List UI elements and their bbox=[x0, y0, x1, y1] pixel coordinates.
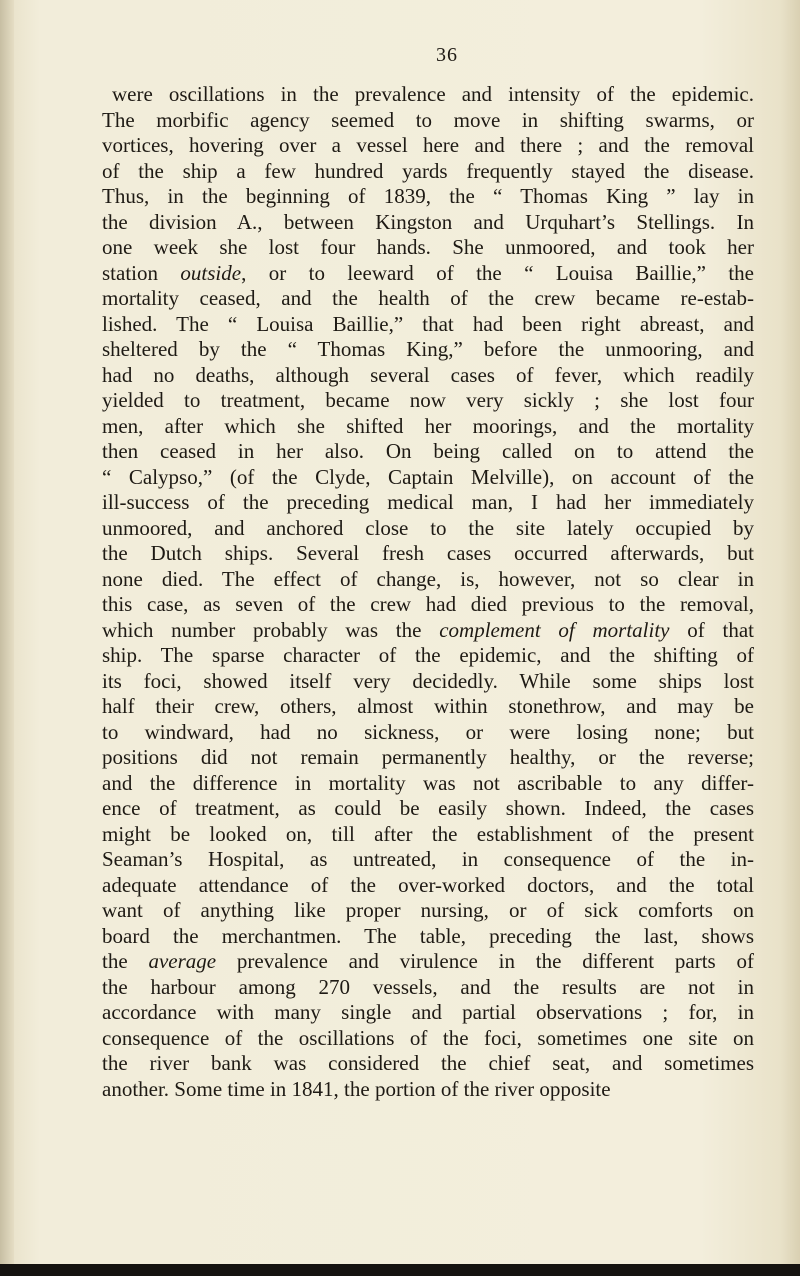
page-binding-edge bbox=[0, 0, 14, 1276]
page-number: 36 bbox=[436, 44, 458, 66]
text-line: “ Calypso,” (of the Clyde, Captain Melville), on account of the bbox=[102, 464, 754, 489]
text-line: Thus, in the beginning of 1839, the “ Thomas King ” lay in bbox=[102, 184, 754, 208]
text-line: and the difference in mortality was not ascribable to any differ- bbox=[102, 770, 754, 795]
text-line: sheltered by the “ Thomas King,” before the unmooring, and bbox=[102, 337, 754, 361]
text-line: board the merchantmen. The table, preceding the last, shows bbox=[102, 923, 754, 948]
text-line: of the ship a few hundred yards frequently stayed the disease. bbox=[102, 158, 754, 183]
text-line: vortices, hovering over a vessel here and there ; and the removal bbox=[102, 133, 754, 157]
text-line: ill-success of the preceding medical man, I had her immediately bbox=[102, 490, 754, 514]
text-line: had no deaths, although several cases of fever, which readily bbox=[102, 362, 754, 387]
text-line: station outside, or to leeward of the “ Louisa Baillie,” the bbox=[102, 260, 755, 285]
text-line: positions did not remain permanently healthy, or the reverse; bbox=[102, 745, 754, 769]
text-line: none died. The effect of change, is, however, not so clear in bbox=[102, 566, 754, 591]
text-line: then ceased in her also. On being called on to attend the bbox=[102, 439, 754, 463]
text-line: The morbific agency seemed to move in shifting swarms, or bbox=[102, 107, 754, 132]
body-text bbox=[102, 82, 754, 1102]
text-line: were oscillations in the prevalence and intensity of the epidemic. bbox=[112, 82, 754, 106]
text-line: which number probably was the complement of mortality of that bbox=[102, 617, 755, 642]
text-line: accordance with many single and partial observations ; for, in bbox=[102, 1000, 754, 1024]
text-line: its foci, showed itself very decidedly. While some ships lost bbox=[102, 668, 754, 693]
text-line: one week she lost four hands. She unmoored, and took her bbox=[102, 235, 754, 259]
text-line: the harbour among 270 vessels, and the results are not in bbox=[102, 974, 754, 999]
text-line: might be looked on, till after the establishment of the present bbox=[102, 821, 754, 846]
text-line: men, after which she shifted her moorings, and the mortality bbox=[102, 413, 754, 438]
text-line: half their crew, others, almost within stonethrow, and may be bbox=[102, 694, 754, 718]
text-line: the river bank was considered the chief seat, and sometimes bbox=[102, 1051, 754, 1075]
text-line: want of anything like proper nursing, or of sick comforts on bbox=[102, 898, 754, 922]
text-line: unmoored, and anchored close to the site lately occupied by bbox=[102, 515, 754, 540]
text-line: the average prevalence and virulence in the different parts of bbox=[102, 949, 755, 973]
text-line: the Dutch ships. Several fresh cases occurred afterwards, but bbox=[102, 541, 754, 565]
text-line: yielded to treatment, became now very sickly ; she lost four bbox=[102, 388, 754, 412]
page-bottom-edge bbox=[0, 1264, 800, 1276]
text-line: consequence of the oscillations of the foci, sometimes one site on bbox=[102, 1025, 754, 1050]
text-line: the division A., between Kingston and Urquhart’s Stellings. In bbox=[102, 209, 754, 234]
text-line: ship. The sparse character of the epidemic, and the shifting of bbox=[102, 643, 754, 667]
text-line: mortality ceased, and the health of the crew became re-estab- bbox=[102, 286, 754, 310]
text-line: ence of treatment, as could be easily shown. Indeed, the cases bbox=[102, 796, 754, 820]
text-line: this case, as seven of the crew had died previous to the removal, bbox=[102, 592, 754, 616]
text-line: to windward, had no sickness, or were losing none; but bbox=[102, 719, 754, 744]
text-line: adequate attendance of the over-worked doctors, and the total bbox=[102, 872, 754, 897]
text-line: lished. The “ Louisa Baillie,” that had been right abreast, and bbox=[102, 311, 754, 336]
text-line: Seaman’s Hospital, as untreated, in consequence of the in- bbox=[102, 847, 754, 871]
text-line: another. Some time in 1841, the portion of the river opposite bbox=[102, 1076, 611, 1101]
